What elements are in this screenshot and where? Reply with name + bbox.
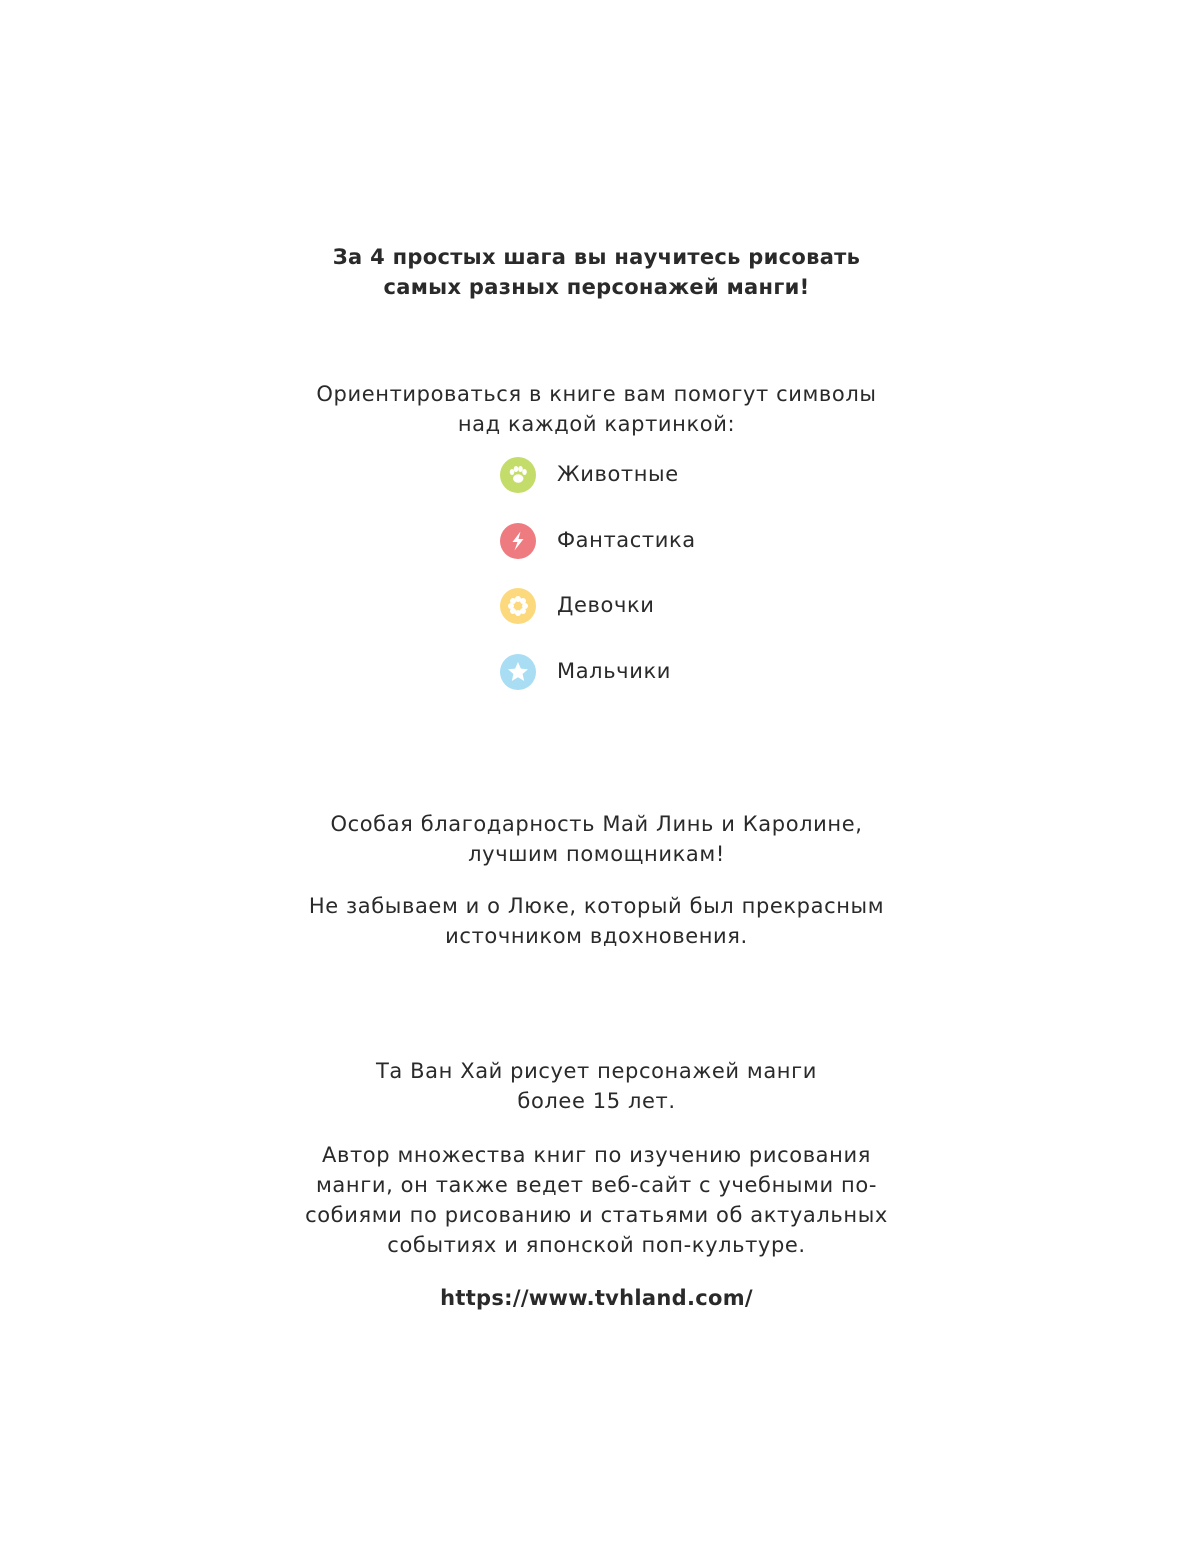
author-line-1: Та Ван Хай рисует персонажей манги [375, 1059, 818, 1083]
author-line-2: более 15 лет. [517, 1089, 676, 1113]
acknowledgement-2 [0, 891, 1193, 951]
heading-line-2: самых разных персонажей манги! [383, 275, 810, 299]
legend-label-boys: Мальчики [557, 658, 671, 683]
page-heading [0, 242, 1193, 302]
thanks-line-2: лучшим помощникам! [468, 842, 725, 866]
flower-icon [500, 588, 536, 624]
author-intro [0, 1056, 1193, 1116]
legend-intro [0, 379, 1193, 439]
website-url: https://www.tvhland.com/ [440, 1286, 753, 1310]
paw-icon [500, 457, 536, 493]
legend-label-fantasy: Фантастика [557, 527, 696, 552]
author-bio-line-3: собиями по рисованию и статьями об актуальных [305, 1203, 888, 1227]
thanks-line-3: Не забываем и о Люке, который был прекрасным [308, 894, 885, 918]
thanks-line-1: Особая благодарность Май Линь и Каролине, [330, 812, 863, 836]
author-bio-line-1: Автор множества книг по изучению рисования [322, 1143, 871, 1167]
heading-line-1: За 4 простых шага вы научитесь рисовать [332, 245, 861, 269]
author-bio [0, 1140, 1193, 1260]
intro-line-2: над каждой картинкой: [457, 412, 736, 436]
legend-label-animals: Животные [557, 462, 679, 486]
author-bio-line-4: событиях и японской поп-культуре. [387, 1233, 806, 1257]
author-website [0, 1283, 1193, 1313]
intro-line-1: Ориентироваться в книге вам помогут символы [316, 382, 877, 406]
lightning-icon [500, 523, 536, 559]
acknowledgement-1 [0, 809, 1193, 869]
star-icon [500, 654, 536, 690]
author-bio-line-2: манги, он также ведет веб-сайт с учебными по- [315, 1173, 878, 1197]
thanks-line-4: источником вдохновения. [445, 924, 748, 948]
legend-label-girls: Девочки [557, 593, 655, 617]
